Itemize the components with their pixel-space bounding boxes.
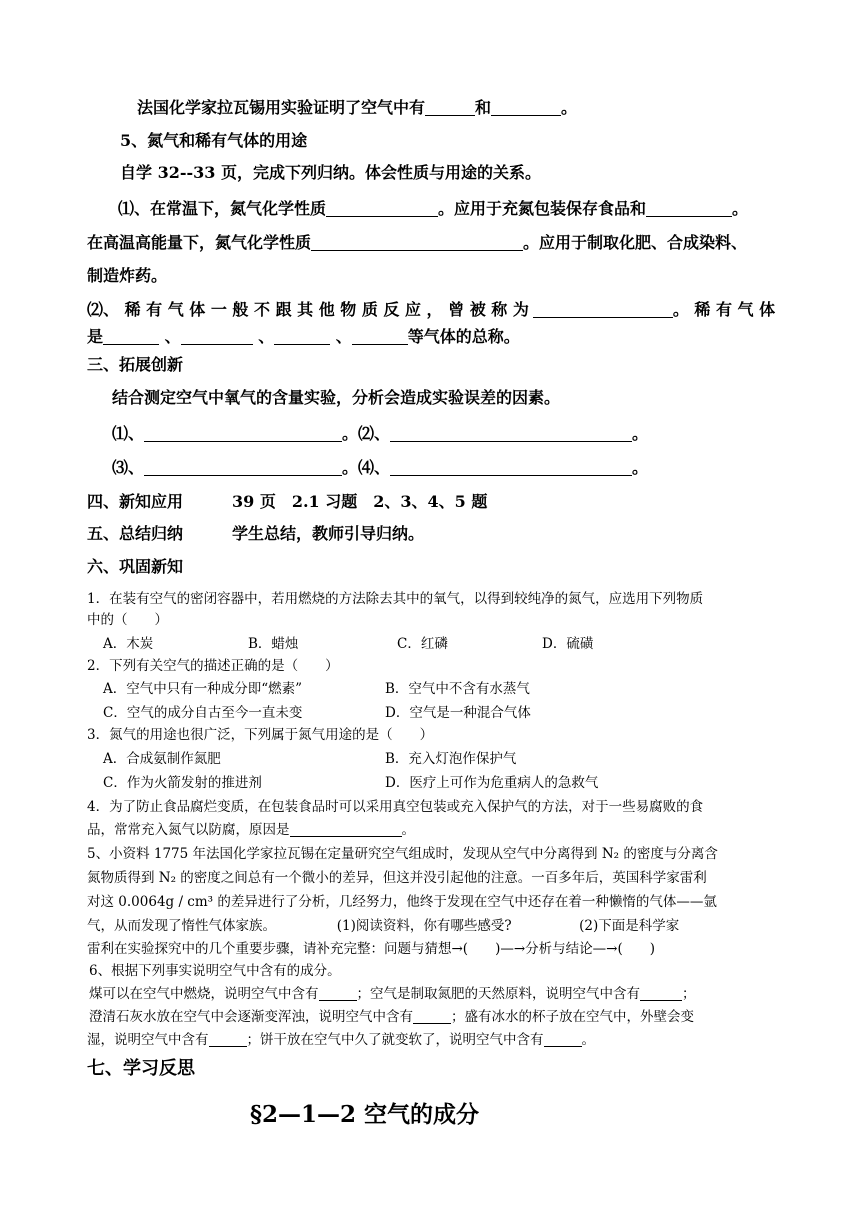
text: ；饼干放在空气中久了就变软了，说明空气中含有 — [246, 1032, 544, 1048]
text: 等气体的总称。 — [407, 327, 520, 346]
error-factors-row-1 — [112, 421, 648, 444]
text: 煤可以在空气中燃烧，说明空气中含有 — [89, 986, 319, 1002]
blank-line[interactable] — [544, 1033, 582, 1048]
text: 。应用于制取化肥、合成染料、 — [523, 233, 748, 252]
section-5-heading: 5、氮气和稀有气体的用途 — [120, 131, 308, 150]
section-4-text: 39 页 2.1 习题 2、3、4、5 题 — [232, 492, 488, 511]
text: 澄清石灰水放在空气中会逐渐变浑浊，说明空气中含有 — [89, 1009, 413, 1025]
question-6-line-1 — [89, 982, 696, 1002]
q1-option-a[interactable]: A．木炭 — [103, 636, 154, 652]
section-4-heading: 四、新知应用 — [87, 492, 184, 511]
blank-line[interactable] — [319, 987, 357, 1002]
question-5-line-4: 气，从而发现了惰性气体家族。 (1)阅读资料，你有哪些感受? (2)下面是科学家 — [87, 918, 680, 934]
lavoisier-text: 法国化学家拉瓦锡用实验证明了空气中有 — [137, 98, 426, 117]
section-7-heading: 七、学习反思 — [87, 1058, 195, 1079]
text: 是 — [87, 327, 104, 346]
q2-option-b[interactable]: B．空气中不含有水蒸气 — [385, 681, 530, 697]
text: 湿，说明空气中含有 — [87, 1032, 209, 1048]
blank-line[interactable] — [390, 425, 632, 442]
blank-line[interactable] — [290, 823, 402, 838]
punct: 。 — [561, 98, 578, 117]
text: ； — [682, 986, 696, 1002]
blank-line[interactable] — [274, 328, 330, 345]
text: 。 — [732, 199, 749, 218]
section-summary-heading: 五、总结归纳 — [87, 524, 184, 543]
question-3: 3．氮气的用途也很广泛，下列属于氮气用途的是（ ） — [87, 727, 434, 743]
error-factors-row-2 — [112, 455, 648, 478]
text: 、 — [335, 327, 352, 346]
text: ⑵、 稀 有 气 体 一 般 不 跟 其 他 物 质 反 应 ， 曾 被 称 为 — [87, 300, 529, 319]
question-6-line-3 — [87, 1028, 595, 1048]
text: 。 — [632, 424, 649, 443]
q2-option-d[interactable]: D．空气是一种混合气体 — [385, 705, 531, 721]
q3-option-a[interactable]: A．合成氨制作氮肥 — [103, 751, 221, 767]
blank-line[interactable] — [209, 1033, 247, 1048]
text: 。 稀 有 气 体 — [672, 300, 776, 319]
blank-line[interactable] — [413, 1010, 451, 1025]
section-summary-text: 学生总结，教师引导归纳。 — [232, 524, 425, 543]
text: ⑴、在常温下，氮气化学性质 — [118, 199, 327, 218]
question-5-line-3: 对这 0.0064g / cm³ 的差异进行了分析，几经努力，他终于发现在空气中还存在着一种懒惰的气体——氩 — [87, 894, 717, 910]
q2-option-c[interactable]: C．空气的成分自古至今一直未变 — [103, 705, 303, 721]
text: 、 — [258, 327, 275, 346]
q1-option-c[interactable]: C．红磷 — [397, 636, 448, 652]
question-1-line-2: 中的（ ） — [87, 612, 168, 628]
question-4-line-1: 4．为了防止食品腐烂变质，在包装食品时可以采用真空包装或充入保护气的方法，对于一些易腐败的食 — [87, 799, 704, 815]
blank-line[interactable] — [390, 459, 632, 476]
question-6-intro: 6、根据下列事实说明空气中含有的成分。 — [89, 963, 341, 979]
blank-line[interactable] — [646, 200, 732, 217]
section-title: §2—1—2 空气的成分 — [250, 1101, 480, 1128]
q1-option-b[interactable]: B．蜡烛 — [248, 636, 299, 652]
blank-line[interactable] — [425, 99, 475, 116]
question-5-line-1: 5、小资料 1775 年法国化学家拉瓦锡在定量研究空气组成时，发现从空气中分离得到 N₂ 的密度与分离含 — [87, 846, 718, 862]
blank-line[interactable] — [311, 234, 523, 251]
blank-line[interactable] — [640, 987, 682, 1002]
text: ；盛有冰水的杯子放在空气中，外壁会变 — [451, 1009, 694, 1025]
noble-gas-line — [87, 297, 775, 320]
blank-line[interactable] — [103, 328, 159, 345]
blank-line[interactable] — [352, 328, 408, 345]
section-6-heading: 六、巩固新知 — [87, 557, 184, 576]
text: 。 — [632, 458, 649, 477]
blank-line[interactable] — [533, 301, 673, 318]
q1-option-d[interactable]: D．硫磺 — [542, 636, 594, 652]
q2-option-a[interactable]: A．空气中只有一种成分即“燃素” — [103, 681, 303, 697]
nitrogen-property-line — [118, 196, 748, 219]
question-2: 2．下列有关空气的描述正确的是（ ） — [87, 658, 339, 674]
blank-line[interactable] — [181, 328, 253, 345]
noble-gas-list-line — [87, 324, 520, 347]
question-6-line-2 — [89, 1005, 694, 1025]
section-3-heading: 三、拓展创新 — [87, 355, 184, 374]
text: 在高温高能量下，氮气化学性质 — [87, 233, 312, 252]
question-5-line-5: 雷利在实验探究中的几个重要步骤，请补充完整：问题与猜想→( )—→分析与结论—→( ) — [87, 941, 656, 957]
text: 。应用于充氮包装保存食品和 — [438, 199, 647, 218]
nitrogen-high-temp-line — [87, 230, 747, 253]
section-3-intro: 结合测定空气中氧气的含量实验，分析会造成实验误差的因素。 — [112, 388, 561, 407]
question-4-line-2 — [87, 818, 415, 838]
text: 。 — [581, 1032, 595, 1048]
text: ⑴、 — [112, 424, 145, 443]
question-5-line-2: 氮物质得到 N₂ 的密度之间总有一个微小的差异，但这并没引起他的注意。一百多年后，英国科学家雷利 — [87, 870, 707, 886]
text: 。⑵、 — [342, 424, 391, 443]
blank-line[interactable] — [144, 459, 342, 476]
question-1-line-1: 1．在装有空气的密闭容器中，若用燃烧的方法除去其中的氧气，以得到较纯净的氮气，应选用下列物质 — [87, 591, 704, 607]
q3-option-b[interactable]: B．充入灯泡作保护气 — [385, 751, 517, 767]
text: 。 — [401, 822, 415, 838]
blank-line[interactable] — [144, 425, 342, 442]
q3-option-d[interactable]: D．医疗上可作为危重病人的急救气 — [385, 775, 599, 791]
lavoisier-and: 和 — [475, 98, 492, 117]
text: ；空气是制取氮肥的天然原料，说明空气中含有 — [356, 986, 640, 1002]
lavoisier-line — [137, 95, 577, 118]
text: 、 — [164, 327, 181, 346]
blank-line[interactable] — [491, 99, 561, 116]
text: ⑶、 — [112, 458, 145, 477]
nitrogen-explosive-line: 制造炸药。 — [87, 266, 168, 285]
q3-option-c[interactable]: C．作为火箭发射的推进剂 — [103, 775, 262, 791]
blank-line[interactable] — [326, 200, 438, 217]
section-5-intro: 自学 32--33 页，完成下列归纳。体会性质与用途的关系。 — [120, 163, 541, 182]
text: 品，常常充入氮气以防腐，原因是 — [87, 822, 290, 838]
text: 。⑷、 — [342, 458, 391, 477]
